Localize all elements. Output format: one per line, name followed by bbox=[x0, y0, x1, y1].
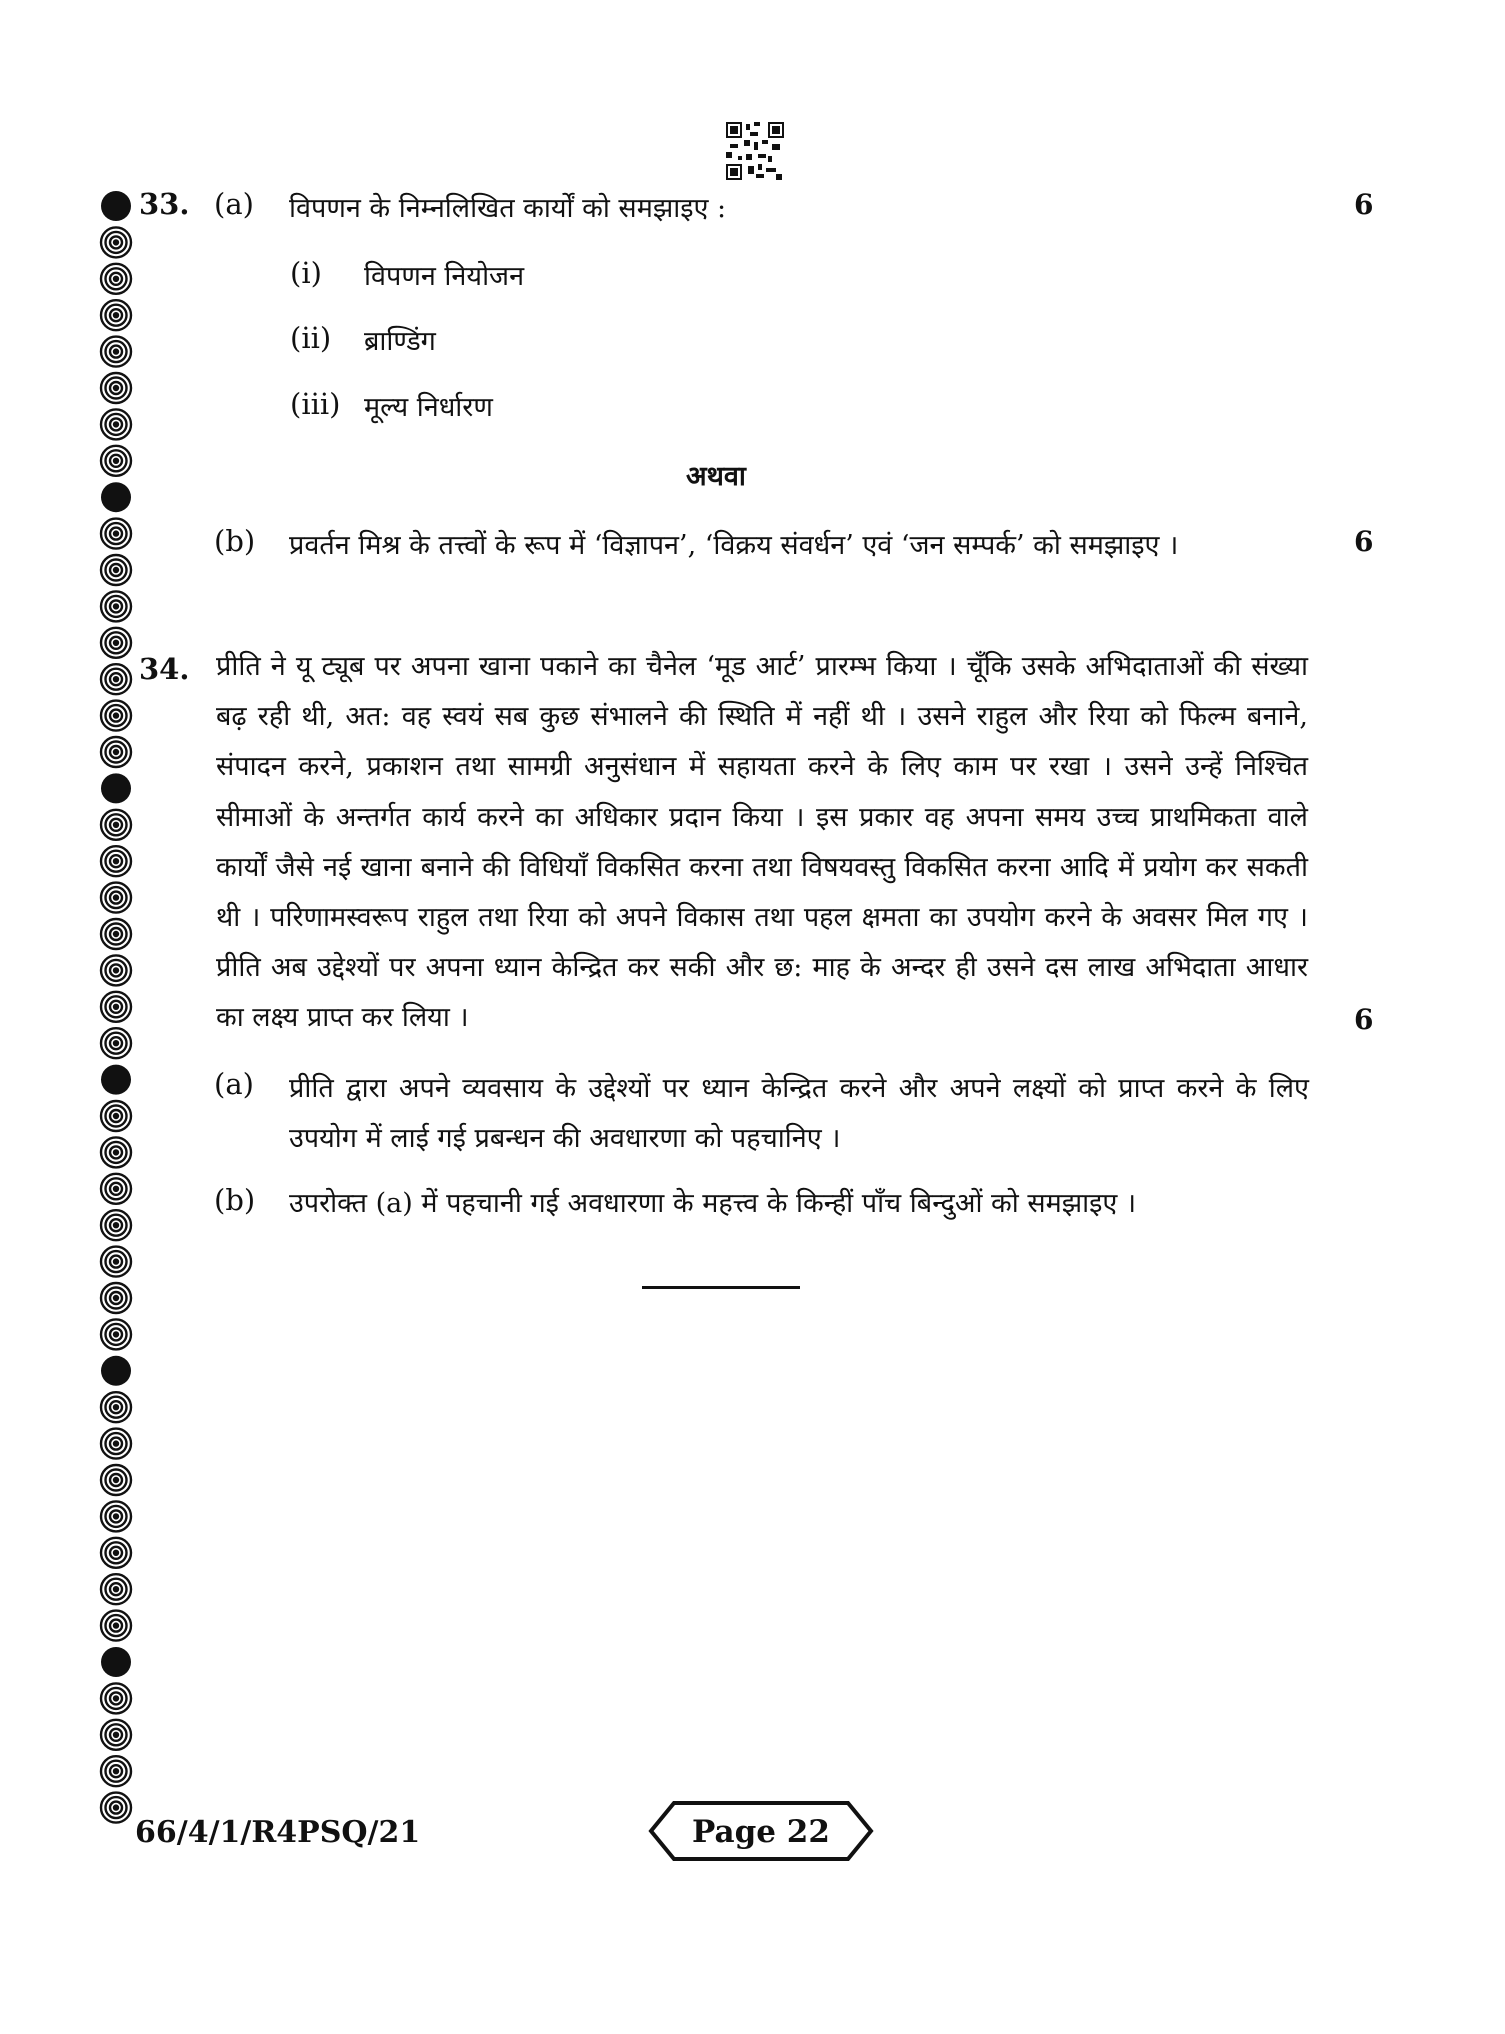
margin-ring bbox=[101, 300, 131, 330]
margin-ring bbox=[101, 992, 131, 1022]
margin-ring bbox=[101, 555, 131, 585]
margin-ring bbox=[101, 1465, 131, 1495]
q33-part-a-marks: 6 bbox=[1354, 188, 1374, 221]
margin-ring bbox=[101, 846, 131, 876]
margin-ring bbox=[101, 1647, 131, 1677]
q34-part-a-text: प्रीति द्वारा अपने व्यवसाय के उद्देश्यों पर ध्यान केन्द्रित करने और अपने लक्ष्यों को प्राप्त करने के लिए उपयोग में लाई गई प्रबन्धन की अवधारणा को पहचानिए । bbox=[289, 1073, 1309, 1154]
margin-ring bbox=[101, 1319, 131, 1349]
margin-ring bbox=[101, 1501, 131, 1531]
q33-item-2-label: (ii) bbox=[290, 321, 332, 355]
margin-ring bbox=[101, 1101, 131, 1131]
margin-ring bbox=[101, 373, 131, 403]
margin-ring bbox=[101, 1720, 131, 1750]
q33-item-1-label: (i) bbox=[290, 256, 322, 290]
q33-item-1-text: विपणन नियोजन bbox=[364, 261, 525, 292]
or-separator: अथवा bbox=[686, 461, 746, 492]
margin-ring bbox=[101, 1210, 131, 1240]
margin-ring bbox=[101, 955, 131, 985]
margin-ring bbox=[101, 701, 131, 731]
margin-ring bbox=[101, 1793, 131, 1823]
margin-ring bbox=[101, 1065, 131, 1095]
margin-ring bbox=[101, 1356, 131, 1386]
margin-ring bbox=[101, 883, 131, 913]
q33-part-b-label: (b) bbox=[214, 524, 256, 558]
q33-item-3-text: मूल्य निर्धारण bbox=[364, 392, 493, 423]
margin-ring bbox=[101, 1283, 131, 1313]
page-number-badge bbox=[648, 1800, 874, 1862]
question-33-number: 33. bbox=[139, 187, 190, 221]
margin-ring bbox=[101, 1429, 131, 1459]
q33-item-3-label: (iii) bbox=[290, 387, 341, 421]
q33-part-b-text: प्रवर्तन मिश्र के तत्त्वों के रूप में ‘विज्ञापन’, ‘विक्रय संवर्धन’ एवं ‘जन सम्पर्क’ को समझाइए । bbox=[289, 530, 1179, 561]
qr-code-image bbox=[726, 122, 784, 180]
margin-ring bbox=[101, 919, 131, 949]
margin-ring bbox=[101, 227, 131, 257]
q33-part-b-marks: 6 bbox=[1354, 525, 1374, 558]
q34-part-a-label: (a) bbox=[214, 1067, 254, 1101]
margin-ring bbox=[101, 1611, 131, 1641]
margin-ring bbox=[101, 264, 131, 294]
margin-ring-border bbox=[94, 188, 138, 1828]
q33-item-2-text: ब्राण्डिंग bbox=[364, 326, 436, 357]
page-number-label: Page 22 bbox=[692, 1814, 830, 1850]
margin-ring bbox=[101, 519, 131, 549]
margin-ring bbox=[101, 810, 131, 840]
q34-part-b-label: (b) bbox=[214, 1183, 256, 1217]
end-rule bbox=[642, 1286, 800, 1289]
margin-ring bbox=[101, 1392, 131, 1422]
q34-part-b-text: उपरोक्त (a) में पहचानी गई अवधारणा के महत्त्व के किन्हीं पाँच बिन्दुओं को समझाइए । bbox=[289, 1188, 1137, 1219]
q34-case-paragraph: प्रीति ने यू ट्यूब पर अपना खाना पकाने का चैनेल ‘मूड आर्ट’ प्रारम्भ किया । चूँकि उसके अभिदाताओं की संख्या बढ़ रही थी, अत: वह स्वयं सब कुछ संभालने की स्थिति में नहीं थी । उसने राहुल और रिया को फिल्म बनाने, संपादन करने, प्रकाशन तथा सामग्री अनुसंधान में सहायता करने के लिए काम पर रखा । उसने उन्हें निश्चित सीमाओं के अन्तर्गत कार्य करने का अधिकार प्रदान किया । इस प्रकार वह अपना समय उच्च प्राथमिकता वाले कार्यों जैसे नई खाना बनाने की विधियाँ विकसित करना तथा विषयवस्तु विकसित करना आदि में प्रयोग कर सकती थी । परिणामस्वरूप राहुल तथा रिया को अपने विकास तथा पहल क्षमता का उपयोग करने के अवसर मिल गए । प्रीति अब उद्देश्यों पर अपना ध्यान केन्द्रित कर सकी और छ: माह के अन्दर ही उसने दस लाख अभिदाता आधार का लक्ष्य प्राप्त कर लिया । bbox=[216, 651, 1308, 1034]
margin-ring bbox=[101, 409, 131, 439]
margin-ring bbox=[101, 1174, 131, 1204]
margin-ring bbox=[101, 1574, 131, 1604]
margin-ring bbox=[101, 337, 131, 367]
margin-ring bbox=[101, 482, 131, 512]
margin-ring bbox=[101, 1538, 131, 1568]
q33-part-a-label: (a) bbox=[214, 187, 254, 221]
margin-ring bbox=[101, 1137, 131, 1167]
q33-part-a-text: विपणन के निम्नलिखित कार्यों को समझाइए : bbox=[289, 193, 727, 224]
margin-ring bbox=[101, 1247, 131, 1277]
margin-ring bbox=[101, 1028, 131, 1058]
margin-ring bbox=[101, 1756, 131, 1786]
paper-code: 66/4/1/R4PSQ/21 bbox=[135, 1815, 421, 1850]
question-34-number: 34. bbox=[139, 652, 190, 686]
margin-ring bbox=[101, 591, 131, 621]
margin-ring bbox=[101, 737, 131, 767]
margin-ring bbox=[101, 773, 131, 803]
margin-ring bbox=[101, 628, 131, 658]
margin-ring bbox=[101, 446, 131, 476]
margin-ring bbox=[101, 191, 131, 221]
q34-marks: 6 bbox=[1354, 1003, 1374, 1036]
margin-ring bbox=[101, 664, 131, 694]
margin-ring bbox=[101, 1683, 131, 1713]
